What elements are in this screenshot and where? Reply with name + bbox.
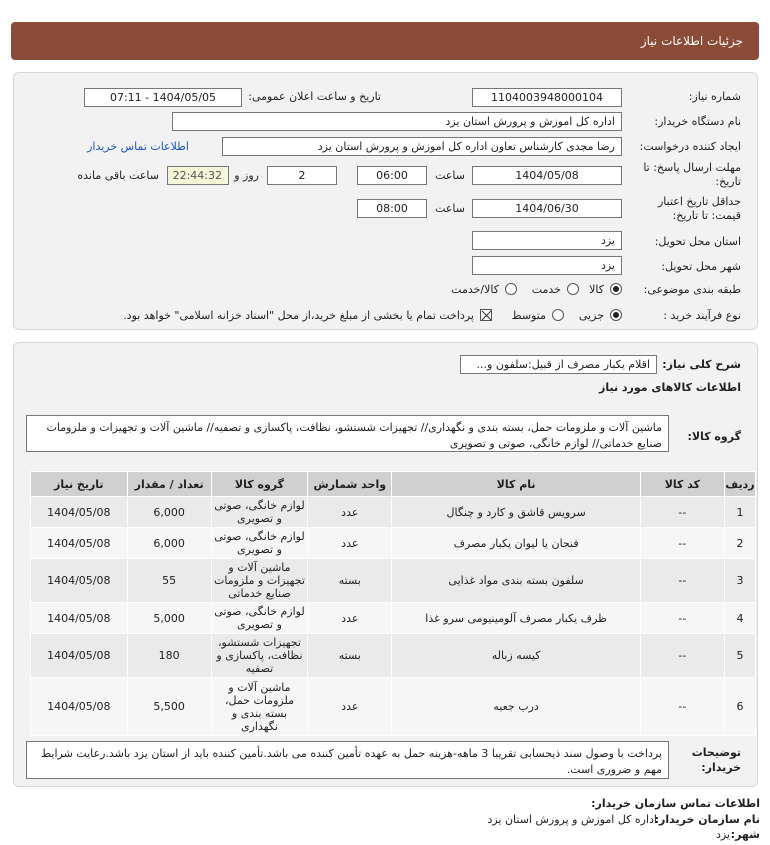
category-label: طبقه بندی موضوعی:: [643, 283, 741, 296]
process-radio-medium[interactable]: [552, 309, 564, 321]
price-validity-time-label: ساعت: [435, 202, 465, 215]
announce-label: تاریخ و ساعت اعلان عمومی:: [248, 90, 381, 103]
cell-group: تجهیزات شستشو، نظافت، پاکسازی و تصفیه: [211, 634, 307, 678]
need-number-field: 1104003948000104: [472, 88, 622, 107]
page-title: جزئیات اطلاعات نیاز: [640, 34, 743, 48]
cell-date: 1404/05/08: [31, 528, 128, 559]
reply-date-field: 1404/05/08: [472, 166, 622, 185]
cell-unit: عدد: [308, 497, 392, 528]
cell-unit: عدد: [308, 603, 392, 634]
cell-group: لوازم خانگی، صوتی و تصویری: [211, 603, 307, 634]
process-label: نوع فرآیند خرید :: [663, 309, 741, 322]
price-validity-time-field: 08:00: [357, 199, 427, 218]
cell-row: 5: [724, 634, 755, 678]
table-row[interactable]: [31, 559, 756, 603]
buyer-city-footer-label: شهر:: [730, 828, 760, 841]
col-qty: تعداد / مقدار: [127, 472, 211, 497]
col-name: نام کالا: [392, 472, 640, 497]
buyer-org-footer-label: نام سازمان خریدار:: [654, 813, 760, 826]
cell-date: 1404/05/08: [31, 603, 128, 634]
cell-qty: 5,000: [127, 603, 211, 634]
need-number-label: شماره نیاز:: [688, 90, 741, 103]
cell-qty: 6,000: [127, 528, 211, 559]
cell-code: --: [640, 634, 724, 678]
summary-label: شرح کلی نیاز:: [662, 358, 741, 371]
goods-info-title: اطلاعات کالاهای مورد نیاز: [599, 381, 741, 394]
table-row[interactable]: [31, 634, 756, 678]
goods-panel: [13, 342, 758, 787]
buyer-city-footer-value: یزد: [715, 828, 730, 841]
col-unit: واحد شمارش: [308, 472, 392, 497]
process-option-minor: جزیی: [578, 309, 604, 322]
table-row[interactable]: [31, 603, 756, 634]
goods-table: [30, 471, 756, 736]
cell-row: 1: [724, 497, 755, 528]
price-validity-date-field: 1404/06/30: [472, 199, 622, 218]
creator-label: ایجاد کننده درخواست:: [639, 140, 741, 153]
summary-field: اقلام یکبار مصرف از قبیل:سلفون و...: [460, 355, 657, 374]
table-row[interactable]: [31, 528, 756, 559]
table-row[interactable]: [31, 678, 756, 736]
cell-row: 4: [724, 603, 755, 634]
delivery-city-label: شهر محل تحویل:: [661, 260, 741, 273]
buyer-contact-title: اطلاعات تماس سازمان خریدار:: [591, 797, 760, 810]
cell-unit: بسته: [308, 559, 392, 603]
cell-code: --: [640, 678, 724, 736]
cell-qty: 180: [127, 634, 211, 678]
col-code: کد کالا: [640, 472, 724, 497]
cell-group: ماشین آلات و تجهیزات و ملزومات صنایع خدماتی: [211, 559, 307, 603]
cell-qty: 5,500: [127, 678, 211, 736]
cell-row: 6: [724, 678, 755, 736]
delivery-province-field: یزد: [472, 231, 622, 250]
buyer-org-field: اداره کل اموزش و پرورش استان یزد: [172, 112, 622, 131]
treasury-checkbox[interactable]: [480, 309, 492, 321]
cell-name: سرویس قاشق و کارد و چنگال: [392, 497, 640, 528]
cell-code: --: [640, 528, 724, 559]
time-remaining-label: ساعت باقی مانده: [77, 169, 159, 182]
buyer-org-label: نام دستگاه خریدار:: [654, 115, 741, 128]
creator-field: رضا مجدی کارشناس تعاون اداره کل اموزش و پرورش استان یزد: [222, 137, 622, 156]
cell-qty: 55: [127, 559, 211, 603]
cell-group: لوازم خانگی، صوتی و تصویری: [211, 497, 307, 528]
buyer-notes-label: توضیحات خریدار:: [691, 746, 741, 774]
goods-group-label: گروه کالا:: [687, 430, 741, 443]
cell-unit: بسته: [308, 634, 392, 678]
cell-code: --: [640, 559, 724, 603]
category-option-service: خدمت: [531, 283, 561, 296]
cell-code: --: [640, 603, 724, 634]
delivery-city-field: یزد: [472, 256, 622, 275]
col-date: تاریخ نیاز: [31, 472, 128, 497]
cell-code: --: [640, 497, 724, 528]
table-row[interactable]: [31, 497, 756, 528]
process-option-medium: متوسط: [511, 309, 546, 322]
cell-qty: 6,000: [127, 497, 211, 528]
buyer-org-footer-value: اداره کل اموزش و پرورش استان یزد: [487, 813, 657, 826]
cell-group: ماشین آلات و ملزومات حمل، بسته بندی و نگهداری: [211, 678, 307, 736]
announce-field: 1404/05/05 - 07:11: [84, 88, 242, 107]
cell-unit: عدد: [308, 528, 392, 559]
cell-unit: عدد: [308, 678, 392, 736]
buyer-contact-link[interactable]: اطلاعات تماس خریدار: [87, 140, 189, 153]
cell-row: 3: [724, 559, 755, 603]
cell-date: 1404/05/08: [31, 678, 128, 736]
payment-note: پرداخت تمام یا بخشی از مبلغ خرید،از محل "اسناد خزانه اسلامی" خواهد بود.: [123, 309, 474, 322]
page-header: [11, 22, 759, 60]
cell-date: 1404/05/08: [31, 497, 128, 528]
cell-name: فنجان یا لیوان یکبار مصرف: [392, 528, 640, 559]
cell-name: ظرف یکبار مصرف آلومینیومی سرو غذا: [392, 603, 640, 634]
col-row: ردیف: [724, 472, 755, 497]
reply-time-field: 06:00: [357, 166, 427, 185]
days-label: روز و: [234, 169, 259, 182]
category-radio-service[interactable]: [567, 283, 579, 295]
days-field: 2: [267, 166, 337, 185]
cell-date: 1404/05/08: [31, 634, 128, 678]
reply-time-label: ساعت: [435, 169, 465, 182]
buyer-notes-field: پرداخت با وصول سند ذیحسابی تقریبا 3 ماهه-هزینه حمل به عهده تأمین کننده می باشد.تأمین کننده باید از استان یزد باشد.رعایت شرایط مهم و ضروری است.: [26, 741, 669, 779]
delivery-province-label: استان محل تحویل:: [654, 235, 741, 248]
price-validity-label: حداقل تاریخ اعتبار قیمت: تا تاریخ:: [657, 195, 741, 222]
goods-group-field: ماشین آلات و ملزومات حمل، بسته بندی و نگهداری// تجهیزات شستشو، نظافت، پاکسازی و تصفیه// ماشین آلات و تجهیزات و ملزومات صنایع خدماتی// لوازم خانگی، صوتی و تصویری: [26, 415, 669, 452]
col-group: گروه کالا: [211, 472, 307, 497]
cell-row: 2: [724, 528, 755, 559]
need-details-panel: [13, 72, 758, 330]
category-radio-goods-service[interactable]: [505, 283, 517, 295]
cell-name: سلفون بسته بندی مواد غذایی: [392, 559, 640, 603]
reply-deadline-label: مهلت ارسال پاسخ: تا تاریخ:: [643, 161, 741, 188]
process-radio-minor[interactable]: [610, 309, 622, 321]
category-radio-goods[interactable]: [610, 283, 622, 295]
cell-group: لوازم خانگی، صوتی و تصویری: [211, 528, 307, 559]
category-option-goods-service: کالا/خدمت: [451, 283, 499, 296]
cell-name: درب جعبه: [392, 678, 640, 736]
cell-name: کیسه زباله: [392, 634, 640, 678]
time-remaining-field: 22:44:32: [167, 166, 229, 185]
category-option-goods: کالا: [589, 283, 604, 296]
goods-table-header-row: [31, 472, 756, 497]
cell-date: 1404/05/08: [31, 559, 128, 603]
